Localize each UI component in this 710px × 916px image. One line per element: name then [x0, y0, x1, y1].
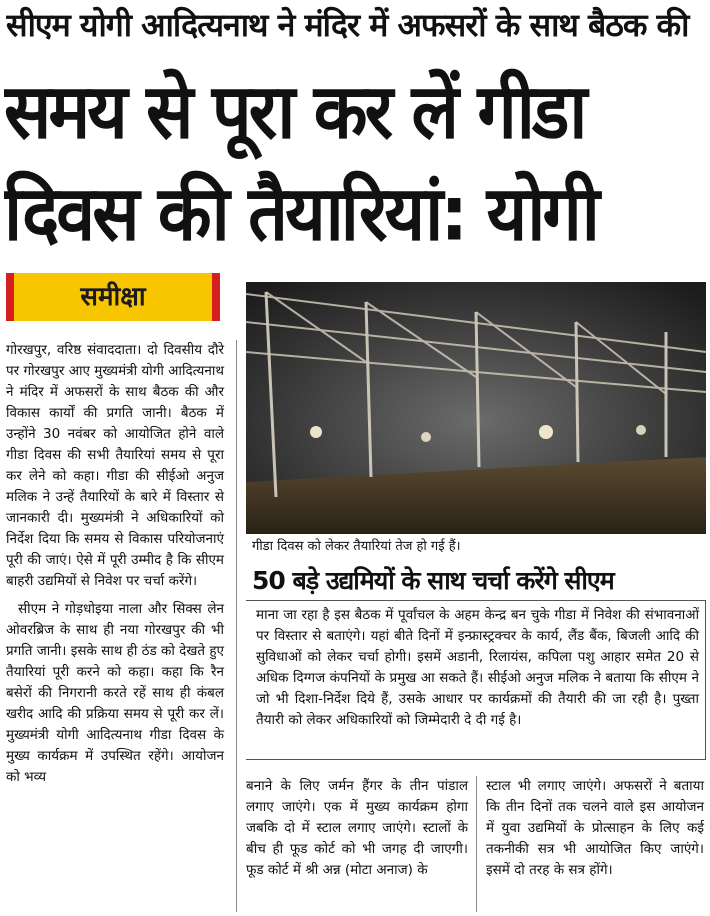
kicker-headline: सीएम योगी आदित्यनाथ ने मंदिर में अफसरों के साथ बैठक की	[6, 6, 689, 44]
section-label	[6, 273, 220, 321]
column-2-text: बनाने के लिए जर्मन हैंगर के तीन पांडाल लगाए जाएंगे। एक में मुख्य कार्यक्रम होगा जबकि दो में स्टाल लगाए जाएंगे। स्टालों के बीच ही फूड कोर्ट को भी जगह दी जाएगी। फूड कोर्ट में श्री अन्न (मोटा अनाज) के	[246, 778, 468, 878]
section-label-text: समीक्षा	[80, 282, 146, 312]
article-column-3	[486, 776, 704, 881]
column-3-text: स्टाल भी लगाए जाएंगे। अफसरों ने बताया कि तीन दिनों तक चलने वाले इस आयोजन में युवा उद्यमियों के प्रोत्साहन के लिए कई तकनीकी सत्र भी आयोजित किए जाएंगे। इसमें दो तरह के सत्र होंगे।	[486, 778, 704, 878]
hangar-structure-image	[246, 282, 706, 534]
boxed-summary	[246, 600, 706, 760]
boxed-summary-text: माना जा रहा है इस बैठक में पूर्वांचल के अहम केन्द्र बन चुके गीडा में निवेश की संभावनाओं पर विस्तार से बताएंगे। यहां बीते दिनों में इन्फ्रास्ट्रक्चर के कार्य, लैंड बैंक, बिजली आदि की सुविधाओं को लेकर चर्चा होगी। इसमें अडानी, रिलायंस, कपिला पशु आहार समेत 20 से अधिक दिग्गज कंपनियों के प्रमुख आ सकते हैं। सीईओ अनुज मलिक ने बताया कि सीएम ने जो भी दिशा-निर्देश दिये हैं, उसके आधार पर कार्यक्रमों की तैयारी की जा रही है। पुख्ता तैयारी को लेकर अधिकारियों को जिम्मेदारी दे दी गई है।	[256, 607, 699, 728]
subheadline: 50 बड़े उद्यमियों के साथ चर्चा करेंगे सीएम	[252, 566, 614, 595]
article-column-1	[6, 340, 224, 788]
photo-caption: गीडा दिवस को लेकर तैयारियां तेज हो गई हैं।	[252, 539, 461, 554]
column-divider	[236, 340, 237, 912]
news-photo	[246, 282, 706, 534]
paragraph-2: सीएम ने गोड़धोइया नाला और सिक्स लेन ओवरब्रिज के साथ ही नया गोरखपुर की भी प्रगति जानी। इसके साथ ही ठंड को देखते हुए तैयारियां पूरी करने को कहा। कहा कि रैन बसेरों की निगरानी करते रहें साथ ही कंबल खरीद आदि की प्रक्रिया समय से पूरी कर लें। मुख्यमंत्री योगी आदित्यनाथ गीडा दिवस के मुख्य कार्यक्रम में उपस्थित रहेंगे। आयोजन को भव्य	[6, 601, 224, 785]
main-headline-line2: दिवस की तैयारियां: योगी	[4, 169, 597, 258]
paragraph-1: गोरखपुर, वरिष्ठ संवाददाता। दो दिवसीय दौरे पर गोरखपुर आए मुख्यमंत्री योगी आदित्यनाथ ने मंदिर में अफसरों के साथ बैठक की और विकास कार्यों की प्रगति जानी। बैठक में उन्होंने 30 नवंबर को आयोजित होने वाले गीडा दिवस की सभी तैयारियां समय से पूरा कर लेने को कहा। गीडा की सीईओ अनुज मलिक ने उन्हें तैयारियों के बारे में विस्तार से जानकारी दी। मुख्यमंत्री ने अधिकारियों को निर्देश दिया कि समय से विकास परियोजनाएं पूरी की जाएं। ऐसे में पूरी उम्मीद है कि सीएम बाहरी उद्यमियों से निवेश पर चर्चा करेंगे।	[6, 342, 224, 589]
column-divider	[476, 776, 477, 912]
article-column-2	[246, 776, 468, 881]
main-headline-line1: समय से पूरा कर लें गीडा	[4, 67, 585, 156]
